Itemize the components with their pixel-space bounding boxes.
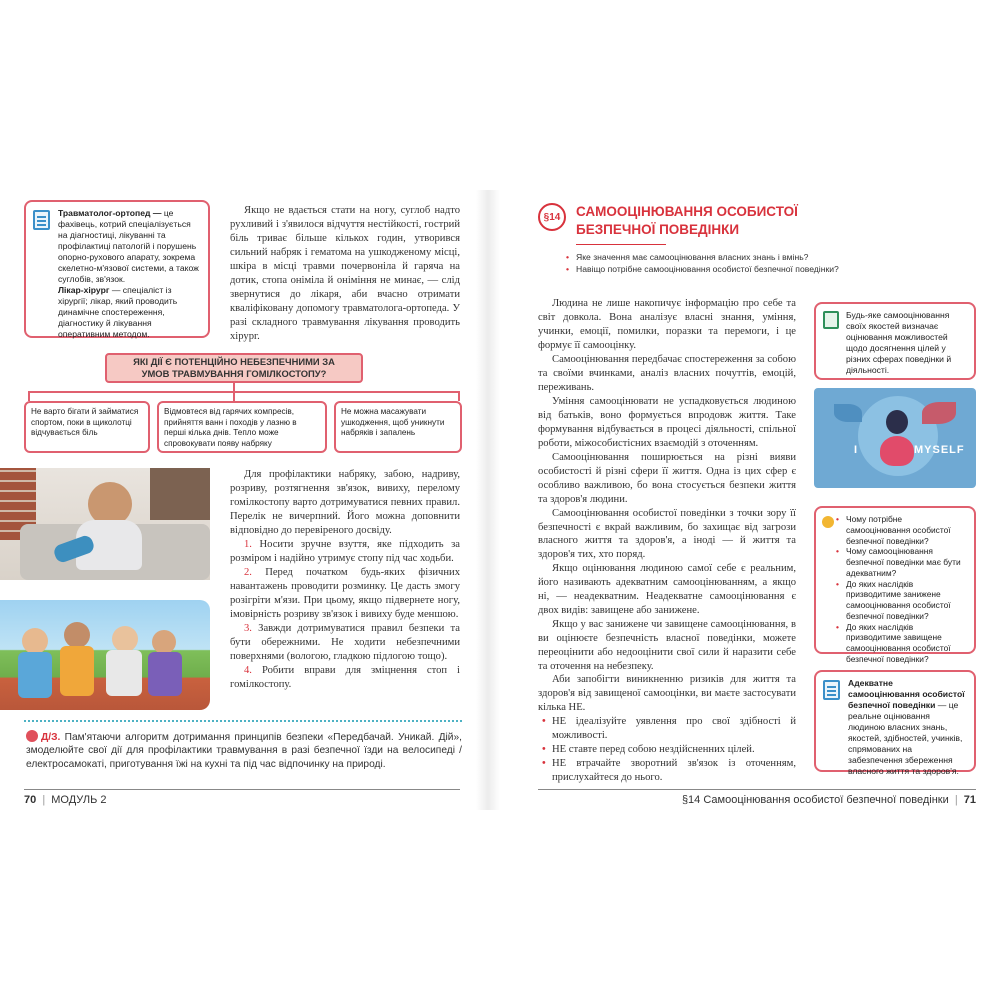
danger-item-2: Відмовтеся від гарячих компресів, прийняття ванн і походів у лазню в перші кілька днів. Тепло може спровокувати появу набряку [157,401,327,453]
paragraph-2: Самооцінювання передбачає спостереження за собою та своїми вчинками, аналіз власних почуттів, емоцій, переживань. [538,353,796,393]
homework-label: Д/З. [41,732,61,743]
definition-surgeon: — спеціаліст із хірургії; лікар, який проводить динамічне спостереження, діагностику й лікування оперативним методом. [58,285,178,339]
illustration-word-myself: MYSELF [914,444,965,456]
side-questions-box [814,506,976,664]
branch-line-1 [28,391,30,401]
branch-line-2 [233,391,235,401]
illustration-leaves-2 [834,404,862,422]
footer-rule-right [538,789,976,790]
photo-woman-sneaker [0,468,210,580]
branch-line-3 [458,391,460,401]
photo-kid-2-body [60,646,94,696]
section-question-1: • Яке значення має самооцінювання власних знань і вмінь? [566,251,876,263]
paragraph-7: Якщо у вас занижене чи завищене самооцінювання, в ви оцінюєте безпечність власної поведінки, можете переоцінити або недооцінити свої сили й наразити себе та оточення на небезпеку. [538,619,796,673]
paragraph-1: Людина не лише накопичує інформацію про себе та світ довкола. Вона аналізує власні знання, уміння, учинки, емоції, помилки, поразки та перемоги, і це формує її самооцінку. [538,298,796,351]
danger-item-1: Не варто бігати й займатися спортом, поки в щиколотці відчувається біль [24,401,150,453]
term-traumatologist: Травматолог-ортопед — [58,208,162,218]
branch-line-horizontal [28,391,460,393]
definition-traumatologist: це фахівець, котрий спеціалізується на діагностиці, лікуванні та профілактиці патологій і порушень опорно-рухового апарату, зокрема скелетно-м'язової системи, а також суглобів, зв'язок. [58,208,199,284]
heart-icon [880,436,914,466]
side-question-1: • Чому потрібне самооцінювання особистої безпечної поведінки? [836,514,967,546]
homework-text: Пам'ятаючи алгоритм дотримання принципів безпеки «Передбачай. Уникай. Дій», змоделюйте свої дії для профілактики травмування в разі безпечної їзди на велосипеді / електросамокаті, приготування їжі на кухні та під час відпочинку на природі. [26,732,462,770]
page-number-left: 70 [24,794,37,806]
photo-kids-stretching [0,600,210,710]
footer-section-label: §14 Самооцінювання особистої безпечної поведінки [681,794,949,806]
photo-kid-3-body [106,650,142,696]
photo-kid-4-body [148,652,182,696]
photo-kid-4 [152,630,176,654]
advice-3: • НЕ втрачайте зворотний зв'язок із оточенням, прислухайтеся до нього. [542,757,796,785]
side-question-2: • Чому самооцінювання безпечної поведінки має бути адекватним? [836,546,967,578]
spine-shadow-right [488,190,500,810]
homework-divider [24,720,462,722]
spine-shadow-left [476,190,488,810]
question-banner-text: ЯКІ ДІЇ Є ПОТЕНЦІЙНО НЕБЕЗПЕЧНИМИ ЗА УМОВ ТРАВМУВАННЯ ГОМІЛКОСТОПУ? [133,356,335,379]
definition-adequate-self-assessment: — це реальне оцінювання людиною власних знань, якостей, здібностей, учинків, спрямованих на забезпечення збереження власного життя та здоров'я. [848,700,963,776]
photo-kid-1-body [18,652,52,698]
photo-kid-3 [112,626,138,652]
paragraph-4: Самооцінювання поширюється на різні вияви особистості й різні сфери її життя. Одна із цих сфер є особливо важливою, бо вона стосується безпеки життя та здоров'я людини. [538,451,796,505]
section-questions [566,251,876,275]
rule-4: 4. Робити вправи для зміцнення стоп і гомілкостопу. [230,664,461,690]
illustration-i-love-myself [814,388,976,488]
rule-3: 3. Завжди дотримуватися правил безпеки та бути обережними. Не ходити небезпечними поверхнями (вологою, гладкою підлогою тощо). [230,622,460,662]
doctor-visit-paragraph: Якщо не вдається стати на ногу, суглоб надто рухливий і з'явилося відчуття нестійкості, гострий біль триває більше кількох годин, утворився сильний набряк і гематома на ушкодженому місці, шкіра в місці травми почервоніла й гаряча на дотик, стопа оніміла й оніміння не минає, — слід звернутися до лікаря, аби вчасно отримати кваліфіковану допомогу травматолога-ортопеда. У разі складного травмування лікування проводить хірург. [230,205,460,342]
page-number-right: 71 [963,794,976,806]
photo-kid-1 [22,628,48,654]
side-question-3: • До яких наслідків призводитиме занижене самооцінювання особистої безпечної поведінки? [836,579,967,622]
term-surgeon: Лікар-хірург [58,285,110,295]
prevention-intro: Для профілактики набряку, забою, надриву, розриву, розтягнення зв'язок, вивиху, перелому гомілкостопу варто дотримуватися певних правил. Перелік не вичерпний. Його можна доповнити відповідно до перевіреного досвіду. [230,469,460,536]
section-title: САМООЦІНЮВАННЯ ОСОБИСТОЇ БЕЗПЕЧНОЇ ПОВЕДІНКИ [576,204,798,237]
section-badge: §14 [538,203,566,231]
advice-2: • НЕ ставте перед собою нездійсненних цілей. [542,743,796,757]
definition-box-self-assessment: Будь-яке самооцінювання своїх якостей визначає оцінювання можливостей щодо досягнення цілей у різних сферах поведінки й діяльності. [814,302,976,380]
paragraph-5: Самооцінювання особистої поведінки з точки зору її безпечності є вкрай важливим, бо захищає від загрози власного життя та здоров'я, а іноді — й життя та здоров'я тих, хто поряд. [538,507,796,561]
photo-window [150,468,210,520]
footer-rule-left [24,789,460,790]
photo-kid-2 [64,622,90,648]
definition-box-adequate [814,670,976,776]
question-icon [822,516,834,528]
checklist-icon [823,311,839,329]
question-banner [105,353,363,383]
illustration-leaves-1 [922,402,956,424]
title-underline [576,244,666,245]
homework-icon [26,730,38,742]
paragraph-6: Якщо оцінювання людиною самої себе є реальним, його називають адекватним самооцінюванням, а якщо ні, — неадекватним. Неадекватне самооцінювання є двох видів: завищене або занижене. [538,563,796,617]
document-icon [823,680,840,700]
section-question-2: • Навіщо потрібне самооцінювання особистої безпечної поведінки? [566,263,876,275]
term-adequate-self-assessment: Адекватне самооцінювання особистої безпечної поведінки [848,678,965,710]
advice-intro: Аби запобігти виникненню ризиків для життя та здоров'я від завищеної самооцінки, ви маєте застосувати кілька НЕ. [538,674,796,713]
danger-item-3: Не можна масажувати ушкодження, щоб уникнути набряків і запалень [334,401,462,453]
paragraph-3: Уміння самооцінювати не успадковується людиною від батьків, воно формується впродовж життя. Таке формування відбувається в процесі діяльності, спільної роботи, міжособистісних взаємодій з оточенням. [538,395,796,449]
rule-1: 1. Носити зручне взуття, яке підходить за розміром і надійно утримує стопу під час ходьби. [230,538,460,564]
definition-box-doctors [24,200,210,338]
advice-section [538,673,796,785]
advice-1: • НЕ ідеалізуйте уявлення про свої здібності й можливості. [542,715,796,743]
illustration-word-i: I [854,444,858,456]
footer-module-label: МОДУЛЬ 2 [51,794,107,806]
footer-right: §14 Самооцінювання особистої безпечної поведінки | 71 [681,794,976,806]
document-icon [33,210,50,230]
footer-left: 70 | МОДУЛЬ 2 [24,794,107,806]
rule-2: 2. Перед початком будь-яких фізичних навантажень проводити розминку. Це дасть змогу розігріти м'язи. При цьому, якщо підвернете ногу, імовірність розриву зв'язок і вивиху буде меншою. [230,566,460,620]
illustration-person-head [886,410,908,434]
self-assessment-text [538,297,796,674]
branch-line-vertical [233,383,235,391]
prevention-section [230,468,460,692]
side-question-4: • До яких наслідків призводитиме завищене самооцінювання особистої безпечної поведінки? [836,622,967,665]
homework-block [26,730,462,771]
